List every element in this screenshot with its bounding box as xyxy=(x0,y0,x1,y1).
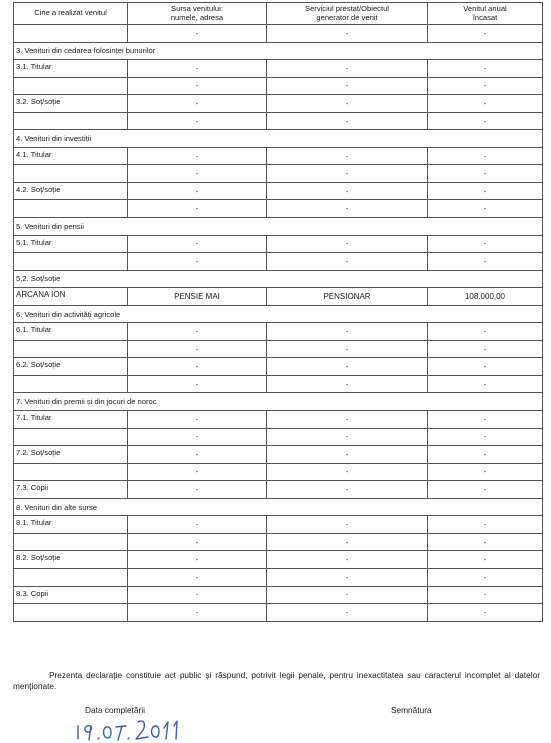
table-row xyxy=(14,604,543,622)
row-label-cell: ARCANA ION xyxy=(14,288,128,306)
service-cell: - xyxy=(267,235,428,253)
annual-income-cell: - xyxy=(428,586,543,604)
table-row xyxy=(14,235,543,253)
row-label-cell: 8.3. Copii xyxy=(14,586,128,604)
service-cell: - xyxy=(267,375,428,393)
table-row xyxy=(14,551,543,569)
service-cell: - xyxy=(267,95,428,113)
annual-income-cell: - xyxy=(428,604,543,622)
income-data-row xyxy=(14,288,543,306)
header-income-earner: Cine a realizat venitul xyxy=(14,3,128,25)
income-source-cell: - xyxy=(128,463,267,481)
row-label-cell xyxy=(14,165,128,183)
row-label-cell: 6.1. Titular xyxy=(14,323,128,341)
table-row xyxy=(14,200,543,218)
row-label-cell: 4.2. Soț/soție xyxy=(14,182,128,200)
header-service-provided xyxy=(267,3,428,25)
header-service-line1: Serviciul prestat/Obiectul xyxy=(305,4,389,13)
annual-income-cell: - xyxy=(428,182,543,200)
income-source-cell: - xyxy=(128,77,267,95)
income-source-cell: - xyxy=(128,568,267,586)
annual-income-cell: - xyxy=(428,165,543,183)
service-cell: - xyxy=(267,323,428,341)
service-cell: - xyxy=(267,77,428,95)
service-cell: - xyxy=(267,340,428,358)
section-row xyxy=(14,393,543,411)
service-cell: - xyxy=(267,481,428,499)
income-source-cell: - xyxy=(128,25,267,43)
service-cell: - xyxy=(267,200,428,218)
annual-income-cell: - xyxy=(428,551,543,569)
annual-income-cell: - xyxy=(428,463,543,481)
table-row xyxy=(14,358,543,376)
section-title: 6. Venituri din activități agricole xyxy=(14,305,543,323)
table-row xyxy=(14,375,543,393)
row-label-cell xyxy=(14,533,128,551)
handwritten-date xyxy=(72,712,184,742)
header-income-source xyxy=(128,3,267,25)
row-label-cell: 5.1. Titular xyxy=(14,235,128,253)
income-source-cell: - xyxy=(128,182,267,200)
annual-income-cell: - xyxy=(428,235,543,253)
table-header-row xyxy=(14,3,543,25)
income-source-cell: - xyxy=(128,112,267,130)
income-source-cell: - xyxy=(128,446,267,464)
service-cell: - xyxy=(267,551,428,569)
row-label-cell xyxy=(14,253,128,271)
income-source-cell: - xyxy=(128,323,267,341)
annual-income-cell: 108.000,00 xyxy=(428,288,543,306)
table-row xyxy=(14,95,543,113)
service-cell: - xyxy=(267,25,428,43)
table-row xyxy=(14,428,543,446)
table-row xyxy=(14,340,543,358)
section-title: 5. Venituri din pensii xyxy=(14,218,543,236)
table-row xyxy=(14,112,543,130)
section-title: 8. Venituri din alte surse xyxy=(14,498,543,516)
section-title: 5.2. Soț/soție xyxy=(14,270,543,288)
income-source-cell: - xyxy=(128,95,267,113)
row-label-cell: 8.2. Soț/soție xyxy=(14,551,128,569)
section-row xyxy=(14,498,543,516)
table-row xyxy=(14,411,543,429)
section-row xyxy=(14,218,543,236)
annual-income-cell: - xyxy=(428,516,543,534)
annual-income-cell: - xyxy=(428,446,543,464)
service-cell: - xyxy=(267,253,428,271)
row-label-cell xyxy=(14,375,128,393)
completion-date-label: Data completării xyxy=(85,705,145,715)
header-annual-income xyxy=(428,3,543,25)
row-label-cell: 7.2. Soț/soție xyxy=(14,446,128,464)
annual-income-cell: - xyxy=(428,428,543,446)
signature-label: Semnătura xyxy=(391,705,432,715)
table-row xyxy=(14,586,543,604)
section-row xyxy=(14,270,543,288)
table-row xyxy=(14,446,543,464)
service-cell: - xyxy=(267,428,428,446)
header-annual-line2: încasat xyxy=(472,12,498,22)
annual-income-cell: - xyxy=(428,340,543,358)
row-label-cell: 4.1. Titular xyxy=(14,147,128,165)
annual-income-cell: - xyxy=(428,375,543,393)
income-source-cell: - xyxy=(128,200,267,218)
header-annual-line1: Venitul anual xyxy=(463,4,507,13)
annual-income-cell: - xyxy=(428,568,543,586)
income-source-cell: - xyxy=(128,358,267,376)
income-source-cell: - xyxy=(128,253,267,271)
income-source-cell: - xyxy=(128,60,267,78)
income-source-cell: - xyxy=(128,428,267,446)
row-label-cell: 3.2. Soț/soție xyxy=(14,95,128,113)
section-row xyxy=(14,130,543,148)
row-label-cell xyxy=(14,604,128,622)
row-label-cell xyxy=(14,463,128,481)
table-row xyxy=(14,147,543,165)
row-label-cell xyxy=(14,200,128,218)
table-row xyxy=(14,253,543,271)
row-label-cell: 7.1. Titular xyxy=(14,411,128,429)
header-income-source-line2: numele, adresa xyxy=(170,12,224,22)
annual-income-cell: - xyxy=(428,60,543,78)
table-row xyxy=(14,568,543,586)
service-cell: - xyxy=(267,463,428,481)
section-row xyxy=(14,305,543,323)
row-label-cell: 8.1. Titular xyxy=(14,516,128,534)
table-row xyxy=(14,323,543,341)
row-label-cell: 7.3. Copii xyxy=(14,481,128,499)
income-source-cell: - xyxy=(128,411,267,429)
income-source-cell: - xyxy=(128,516,267,534)
table-row xyxy=(14,182,543,200)
table-row xyxy=(14,533,543,551)
income-source-cell: - xyxy=(128,604,267,622)
annual-income-cell: - xyxy=(428,200,543,218)
income-table-page xyxy=(13,2,542,622)
income-table xyxy=(13,2,543,622)
income-source-cell: - xyxy=(128,340,267,358)
service-cell: - xyxy=(267,516,428,534)
income-source-cell: - xyxy=(128,165,267,183)
row-label-cell xyxy=(14,340,128,358)
header-income-source-line1: Sursa venitului: xyxy=(171,4,223,13)
annual-income-cell: - xyxy=(428,253,543,271)
income-source-cell: - xyxy=(128,147,267,165)
service-cell: - xyxy=(267,358,428,376)
annual-income-cell: - xyxy=(428,25,543,43)
annual-income-cell: - xyxy=(428,411,543,429)
income-source-cell: - xyxy=(128,481,267,499)
header-service-line2: generator de venit xyxy=(316,12,378,22)
row-label-cell xyxy=(14,428,128,446)
service-cell: - xyxy=(267,165,428,183)
annual-income-cell: - xyxy=(428,533,543,551)
table-row xyxy=(14,516,543,534)
service-cell: - xyxy=(267,112,428,130)
service-cell: - xyxy=(267,604,428,622)
service-cell: - xyxy=(267,446,428,464)
service-cell: - xyxy=(267,411,428,429)
income-source-cell: PENSIE MAI xyxy=(128,288,267,306)
income-source-cell: - xyxy=(128,375,267,393)
service-cell: - xyxy=(267,533,428,551)
annual-income-cell: - xyxy=(428,77,543,95)
service-cell: PENSIONAR xyxy=(267,288,428,306)
section-row xyxy=(14,42,543,60)
section-title: 7. Venituri din premii și din jocuri de noroc xyxy=(14,393,543,411)
annual-income-cell: - xyxy=(428,147,543,165)
annual-income-cell: - xyxy=(428,112,543,130)
service-cell: - xyxy=(267,60,428,78)
row-label-cell xyxy=(14,112,128,130)
row-label-cell: 6.2. Soț/soție xyxy=(14,358,128,376)
income-source-cell: - xyxy=(128,551,267,569)
row-label-cell xyxy=(14,77,128,95)
handwritten-date-strokes xyxy=(78,721,177,740)
row-label-cell: 3.1. Titular xyxy=(14,60,128,78)
service-cell: - xyxy=(267,182,428,200)
service-cell: - xyxy=(267,147,428,165)
annual-income-cell: - xyxy=(428,95,543,113)
service-cell: - xyxy=(267,586,428,604)
income-source-cell: - xyxy=(128,235,267,253)
row-label-cell xyxy=(14,568,128,586)
table-row xyxy=(14,60,543,78)
section-title: 3. Venituri din cedarea folosinței bunurilor xyxy=(14,42,543,60)
service-cell: - xyxy=(267,568,428,586)
table-row xyxy=(14,25,543,43)
row-label-cell xyxy=(14,25,128,43)
table-row xyxy=(14,481,543,499)
table-row xyxy=(14,77,543,95)
section-title: 4. Venituri din investiții xyxy=(14,130,543,148)
declaration-text: Prezenta declarație constituie act public și răspund, potrivit legii penale, pentru inexactitatea sau caracterul incomplet al datelor menționate. xyxy=(13,670,540,691)
table-row xyxy=(14,165,543,183)
annual-income-cell: - xyxy=(428,323,543,341)
annual-income-cell: - xyxy=(428,481,543,499)
income-source-cell: - xyxy=(128,533,267,551)
income-source-cell: - xyxy=(128,586,267,604)
table-row xyxy=(14,463,543,481)
annual-income-cell: - xyxy=(428,358,543,376)
